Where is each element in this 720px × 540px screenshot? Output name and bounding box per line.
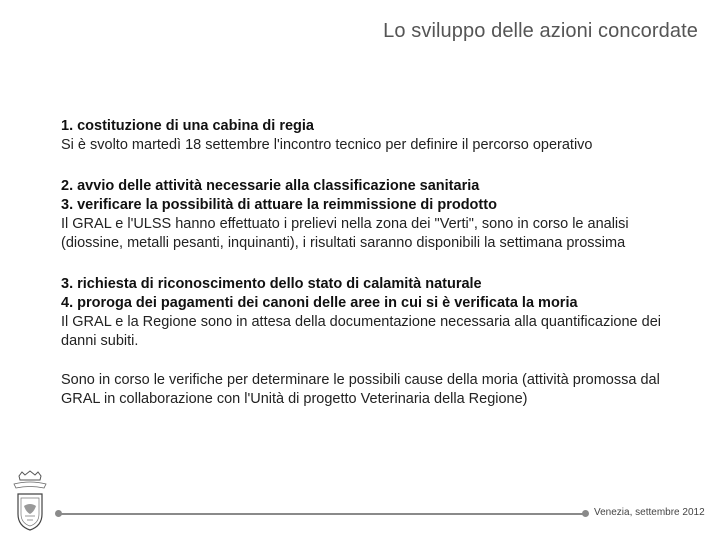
section-1-heading-1: 1. costituzione di una cabina di regia <box>61 118 314 134</box>
section-3-body: Il GRAL e la Regione sono in attesa della documentazione necessaria alla quantificazione dei danni subiti. <box>61 314 661 349</box>
footer-divider-dot-right <box>582 510 589 517</box>
footer-date: Venezia, settembre 2012 <box>594 507 705 518</box>
section-3 <box>61 275 681 351</box>
section-2-heading-2: 3. verificare la possibilità di attuare la reimmissione di prodotto <box>61 197 497 213</box>
footer-divider-dot-left <box>55 510 62 517</box>
coat-of-arms-icon <box>10 470 50 532</box>
section-1 <box>61 117 681 155</box>
page-title: Lo sviluppo delle azioni concordate <box>383 20 698 42</box>
section-3-heading-2: 4. proroga dei pagamenti dei canoni delle aree in cui si è verificata la moria <box>61 295 578 311</box>
section-4-body: Sono in corso le verifiche per determinare le possibili cause della moria (attività promossa dal GRAL in collaborazione con l'Unità di progetto Veterinaria della Regione) <box>61 372 660 407</box>
slide-content <box>61 117 681 429</box>
section-2-heading-1: 2. avvio delle attività necessarie alla classificazione sanitaria <box>61 178 480 194</box>
footer-divider <box>58 513 585 515</box>
section-3-heading-1: 3. richiesta di riconoscimento dello stato di calamità naturale <box>61 276 482 292</box>
section-1-body: Si è svolto martedì 18 settembre l'incontro tecnico per definire il percorso operativo <box>61 137 593 153</box>
section-2 <box>61 177 681 253</box>
section-4 <box>61 371 681 409</box>
section-2-body: Il GRAL e l'ULSS hanno effettuato i prelievi nella zona dei "Verti", sono in corso le analisi (diossine, metalli pesanti, inquinanti), i risultati saranno disponibili la settimana prossima <box>61 216 629 251</box>
